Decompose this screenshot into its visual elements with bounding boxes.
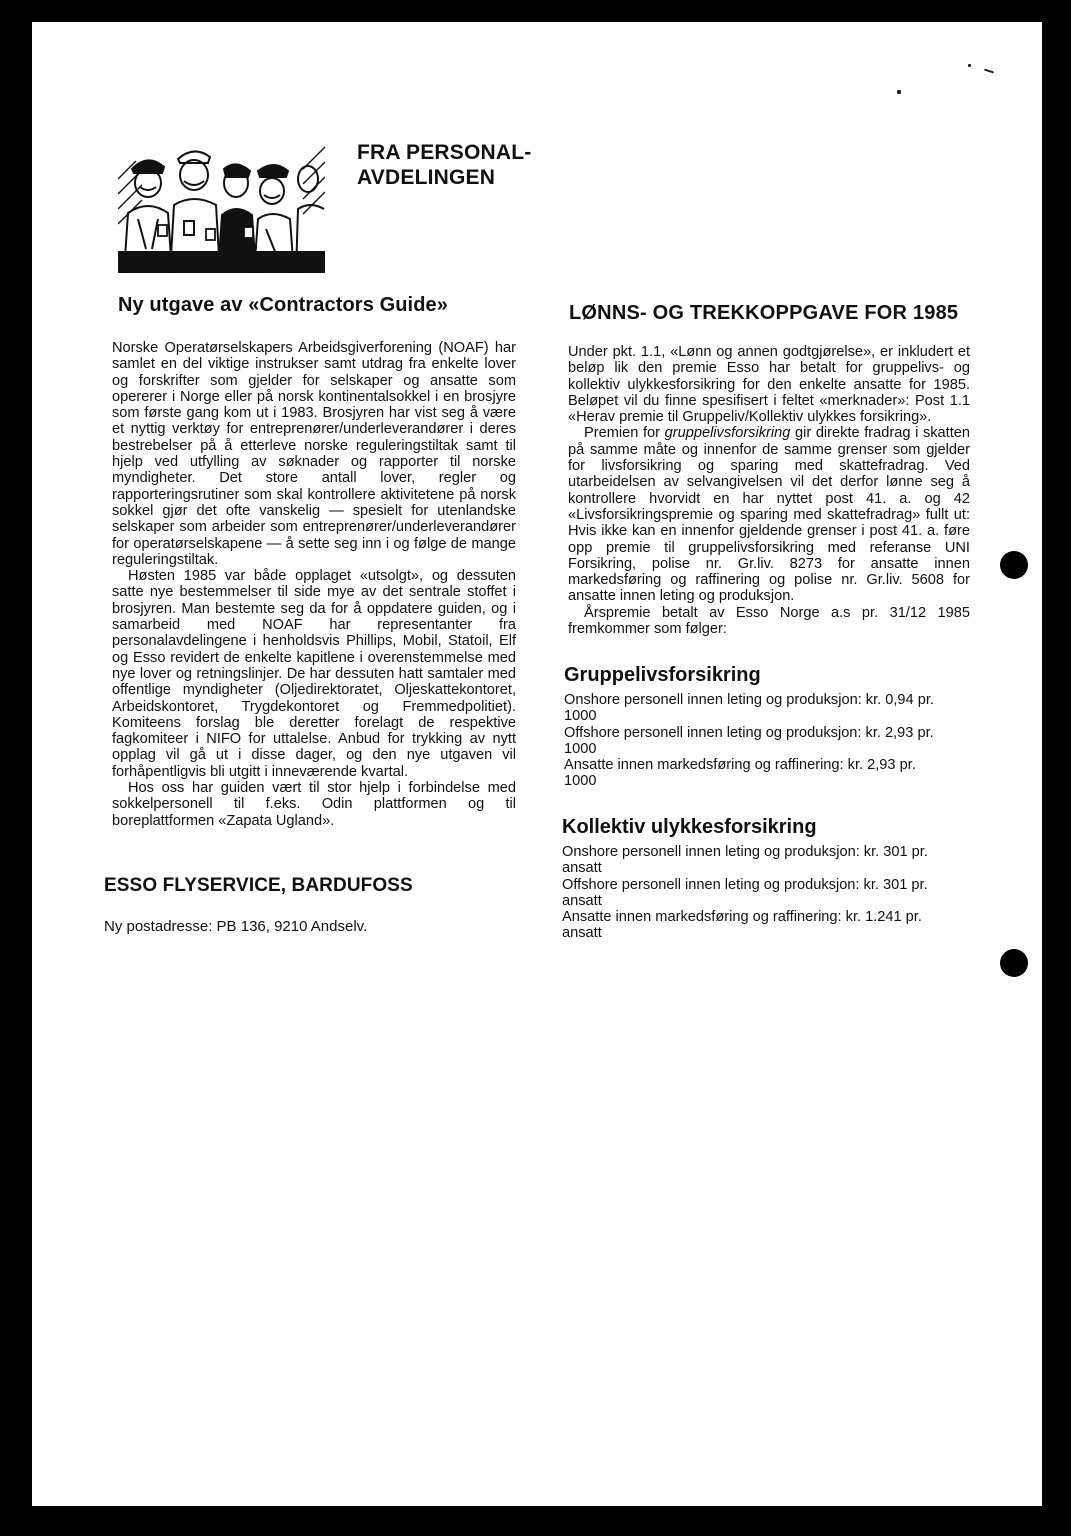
group-life-entry-label: Offshore personell innen leting og produksjon: kr. 2,93 pr. xyxy=(564,724,934,741)
contractors-guide-heading: Ny utgave av «Contractors Guide» xyxy=(118,294,448,316)
group-life-entry-unit: 1000 xyxy=(564,773,597,790)
wage-statement-article xyxy=(568,344,970,637)
premium-text-italic: gruppelivsforsikring xyxy=(664,425,791,442)
header-title-line2: AVDELINGEN xyxy=(357,166,496,189)
contractors-guide-article xyxy=(112,340,516,829)
wage-paragraph: Årspremie betalt av Esso Norge a.s pr. 31/12 1985 fremkommer som følger: xyxy=(568,604,970,638)
accident-entry-label: Offshore personell innen leting og produksjon: kr. 301 pr. xyxy=(562,876,928,893)
group-life-entry-unit: 1000 xyxy=(564,708,597,725)
accident-entry-label: Ansatte innen markedsføring og raffinering: kr. 1.241 pr. xyxy=(562,909,922,926)
article-paragraph: Høsten 1985 var både opplaget «utsolgt», og dessuten satte nye bestemmelser til side mye av det sentrale stoffet i brosjyren. Man bestemte seg da for å oppdatere guiden, og i samarbeid med NOAF har representanter fra personalavdelingene i henholdsvis Phillips, Mobil, Statoil, Elf og Esso revidert de enkelte kapitlene i overenstemmelse med nye lover og retningslinjer. De har dessuten hatt samtaler med offentlige myndigheter (Oljedirektoratet, Oljeskattekontoret, Arbeidskontoret, Trygdekontoret og Fremmedpolitiet). Komiteens forslag ble deretter forelagt de respektive fagkomiteer i NIFO for uttalelse. Anbud for trykking av nytt opplag vil gå ut i disse dager, og den nye utgaven vil forhåpentligvis bli utgitt i inneværende kvartal. xyxy=(112,568,516,780)
premium-text-after: gir direkte fradrag i skatten på samme måte og innenfor de samme grenser som gjelder for livsforsikring og sparing med skattefradrag. Ved utarbeidelsen av selvangivelsen vil det derfor lønne seg å kontrollere hvorvidt en har nyttet post 41. a. og 42 «Livsforsikringspremie og sparing med skattefradrag» fullt ut: Hvis ikke kan en innenfor gjeldende grenser i post 41. a. føre opp premie til gruppelivsforsikring med referanse UNI Forsikring, polise nr. Gr.liv. 8273 for ansatte innen markedsføring og raffinering og polise nr. Gr.liv. 5608 for ansatte innen leting og produksjon. xyxy=(568,425,971,605)
accident-insurance-list xyxy=(562,844,972,942)
binder-hole xyxy=(1000,551,1028,579)
wage-paragraph-premium xyxy=(568,425,970,604)
premium-text-before: Premien for xyxy=(584,425,665,442)
group-life-entry-label: Onshore personell innen leting og produksjon: kr. 0,94 pr. xyxy=(564,692,934,708)
article-paragraph: Norske Operatørselskapers Arbeidsgiverforening (NOAF) har samlet en del viktige instrukser samt utdrag fra enkelte lover og forskrifter som gjelder for selskaper og ansatte som opererer i Norge eller på norsk kontinentalsokkel i en brosjyre som første gang kom ut i 1983. Brosjyren har vist seg å være et nyttig verktøy for entreprenører/underleverandører i deres bestrebelser på å etterleve norske reguleringstiltak samt til hjelp ved utfylling av søknader og rapporter til norske myndigheter. Det store antall lover, regler og rapporteringsrutiner som skal kontrollere aktivitetene på norsk sokkel gjør det ofte vanskelig — spesielt for utenlandske selskaper som arbeider som entreprenører/underleverandører for operatørselskapene — å sette seg inn i og følge de mange reguleringstiltak. xyxy=(112,340,516,568)
accident-entry-unit: ansatt xyxy=(562,892,602,909)
article-paragraph: Hos oss har guiden vært til stor hjelp i forbindelse med sokkelpersonell til f.eks. Odin plattformen og til boreplattformen «Zapata Ugland». xyxy=(112,780,516,829)
group-life-heading: Gruppelivsforsikring xyxy=(564,664,761,686)
header-title-line1: FRA PERSONAL- xyxy=(357,141,532,164)
accident-entry-label: Onshore personell innen leting og produksjon: kr. 301 pr. xyxy=(562,844,928,860)
accident-entry-unit: ansatt xyxy=(562,860,602,877)
binder-hole xyxy=(1000,949,1028,977)
scan-speck xyxy=(968,64,971,67)
accident-insurance-heading: Kollektiv ulykkesforsikring xyxy=(562,816,817,838)
group-life-list xyxy=(564,692,974,790)
page-header xyxy=(357,140,657,190)
workers-illustration-icon xyxy=(118,139,325,273)
scan-speck xyxy=(897,90,901,94)
accident-entry-unit: ansatt xyxy=(562,925,602,942)
esso-flyservice-heading: ESSO FLYSERVICE, BARDUFOSS xyxy=(104,875,413,896)
group-life-entry-label: Ansatte innen markedsføring og raffinering: kr. 2,93 pr. xyxy=(564,757,916,774)
wage-statement-heading: LØNNS- OG TREKKOPPGAVE FOR 1985 xyxy=(569,302,959,324)
group-life-entry-unit: 1000 xyxy=(564,740,597,757)
wage-paragraph: Under pkt. 1.1, «Lønn og annen godtgjørelse», er inkludert et beløp lik den premie Esso har betalt for gruppelivs- og kollektiv ulykkesforsikring for den enkelte ansatte for 1985. Beløpet vil du finne spesifisert i feltet «merknader»: Post 1.1 «Herav premie til Gruppeliv/Kollektiv ulykkes forsikring». xyxy=(568,344,970,426)
document-page xyxy=(32,22,1042,1506)
postal-address: Ny postadresse: PB 136, 9210 Andselv. xyxy=(104,918,368,935)
scan-speck xyxy=(984,69,994,74)
